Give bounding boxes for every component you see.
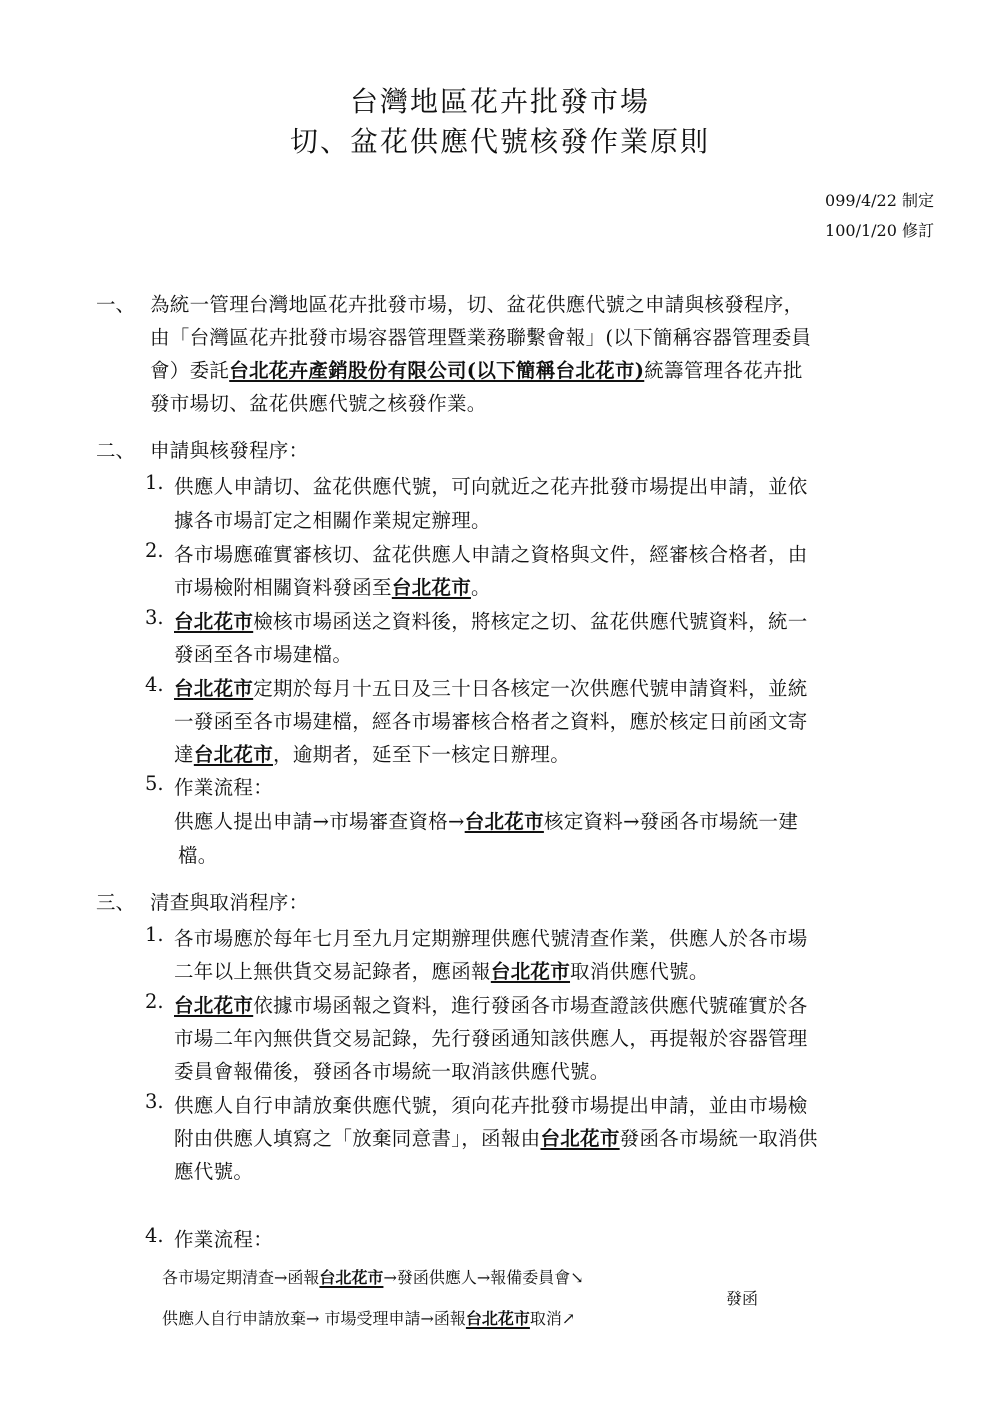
item-line: 委員會報備後，發函各市場統一取消該供應代號。 [174,1060,610,1083]
item-line: 據各市場訂定之相關作業規定辦理。 [174,509,491,532]
org-name: 台北花市 [490,960,571,983]
process-flow-line [174,806,798,834]
text-segment: 依據市場函報之資料，進行發函各市場查證該供應代號確實於各 [253,994,808,1017]
text-segment: 定期於每月十五日及三十日各核定一次供應代號申請資料，並統 [253,677,808,700]
text-segment: 達 [174,743,194,766]
item-line [174,606,808,634]
text-segment: 發函各市場統一取消供 [619,1127,818,1150]
process-flow-line: 檔。 [178,844,218,867]
section-1-line: 為統一管理台灣地區花卉批發市場，切、盆花供應代號之申請與核發程序， [150,293,804,316]
section-2-heading: 申請與核發程序： [150,439,309,462]
item-line [174,673,808,701]
item-line [174,1123,818,1151]
text-segment: 供應人提出申請→市場審查資格→ [174,810,465,833]
org-name: 台北花市 [319,1268,384,1287]
item-line [174,572,491,600]
text-segment: 二年以上無供貨交易記錄者，應函報 [174,960,491,983]
item-heading: 作業流程： [174,776,274,799]
text-segment: 。 [471,576,491,599]
item-number: 5. [145,772,164,795]
org-name: 台北花市 [464,810,544,833]
item-line: 應代號。 [174,1160,254,1183]
item-line: 供應人自行申請放棄供應代號，須向花卉批發市場提出申請，並由市場檢 [174,1094,808,1117]
item-number: 4. [145,673,164,696]
item-number: 3. [145,1090,164,1113]
section-1-line: 由「台灣區花卉批發市場容器管理暨業務聯繫會報」(以下簡稱容器管理委員 [150,326,812,349]
date-revised: 100/1/20 修訂 [825,221,934,240]
process-flow-end: 發函 [726,1289,759,1308]
org-name: 台北花市 [193,743,274,766]
item-number: 4. [145,1224,164,1247]
item-number: 2. [145,990,164,1013]
item-line [174,739,570,767]
text-segment: 各市場定期清查→函報 [162,1268,320,1287]
item-line [174,956,709,984]
text-segment: →發函供應人→報備委員會↘ [383,1268,584,1287]
text-segment: 取消供應代號。 [570,960,709,983]
item-number: 1. [145,471,164,494]
text-segment: 取消↗ [529,1309,576,1328]
org-name: 台北花市 [465,1309,530,1328]
text-segment: 會）委託 [150,359,230,382]
item-line: 各市場應確實審核切、盆花供應人申請之資格與文件，經審核合格者，由 [174,543,808,566]
org-name: 台北花市 [174,610,254,633]
item-heading: 作業流程： [174,1228,274,1251]
text-segment: 附由供應人填寫之「放棄同意書」，函報由 [174,1127,541,1150]
document-title: 台灣地區花卉批發市場 [349,85,650,118]
section-1-line [150,355,803,383]
text-segment: 市場檢附相關資料發函至 [174,576,392,599]
section-1-line: 發市場切、盆花供應代號之核發作業。 [150,392,487,415]
text-segment: 供應人自行申請放棄→ 市場受理申請→函報 [162,1309,466,1328]
text-segment: 核定資料→發函各市場統一建 [543,810,799,833]
text-segment: ，逾期者，延至下一核定日辦理。 [273,743,571,766]
section-3-number: 三、 [96,891,136,914]
org-name: 台北花市 [174,677,254,700]
item-line: 各市場應於每年七月至九月定期辦理供應代號清查作業，供應人於各市場 [174,927,808,950]
item-line [174,990,808,1018]
text-segment: 檢核市場函送之資料後，將核定之切、盆花供應代號資料，統一 [253,610,808,633]
section-3-heading: 清查與取消程序： [150,891,309,914]
item-line: 供應人申請切、盆花供應代號，可向就近之花卉批發市場提出申請，並依 [174,475,808,498]
process-flow-line [162,1265,584,1288]
item-line: 一發函至各市場建檔，經各市場審核合格者之資料，應於核定日前函文寄 [174,710,808,733]
item-line: 發函至各市場建檔。 [174,643,353,666]
item-number: 3. [145,606,164,629]
section-1-number: 一、 [96,293,136,316]
document-subtitle: 切、盆花供應代號核發作業原則 [289,125,710,158]
item-number: 2. [145,539,164,562]
item-line: 市場二年內無供貨交易記錄，先行發函通知該供應人，再提報於容器管理 [174,1027,808,1050]
section-2-number: 二、 [96,439,136,462]
date-enacted: 099/4/22 制定 [825,191,934,210]
org-name: 台北花市 [391,576,472,599]
company-name: 台北花卉產銷股份有限公司(以下簡稱台北花市) [229,359,645,382]
item-number: 1. [145,923,164,946]
org-name: 台北花市 [174,994,254,1017]
process-flow-line [162,1306,575,1329]
org-name: 台北花市 [540,1127,620,1150]
text-segment: 統籌管理各花卉批 [644,359,803,382]
